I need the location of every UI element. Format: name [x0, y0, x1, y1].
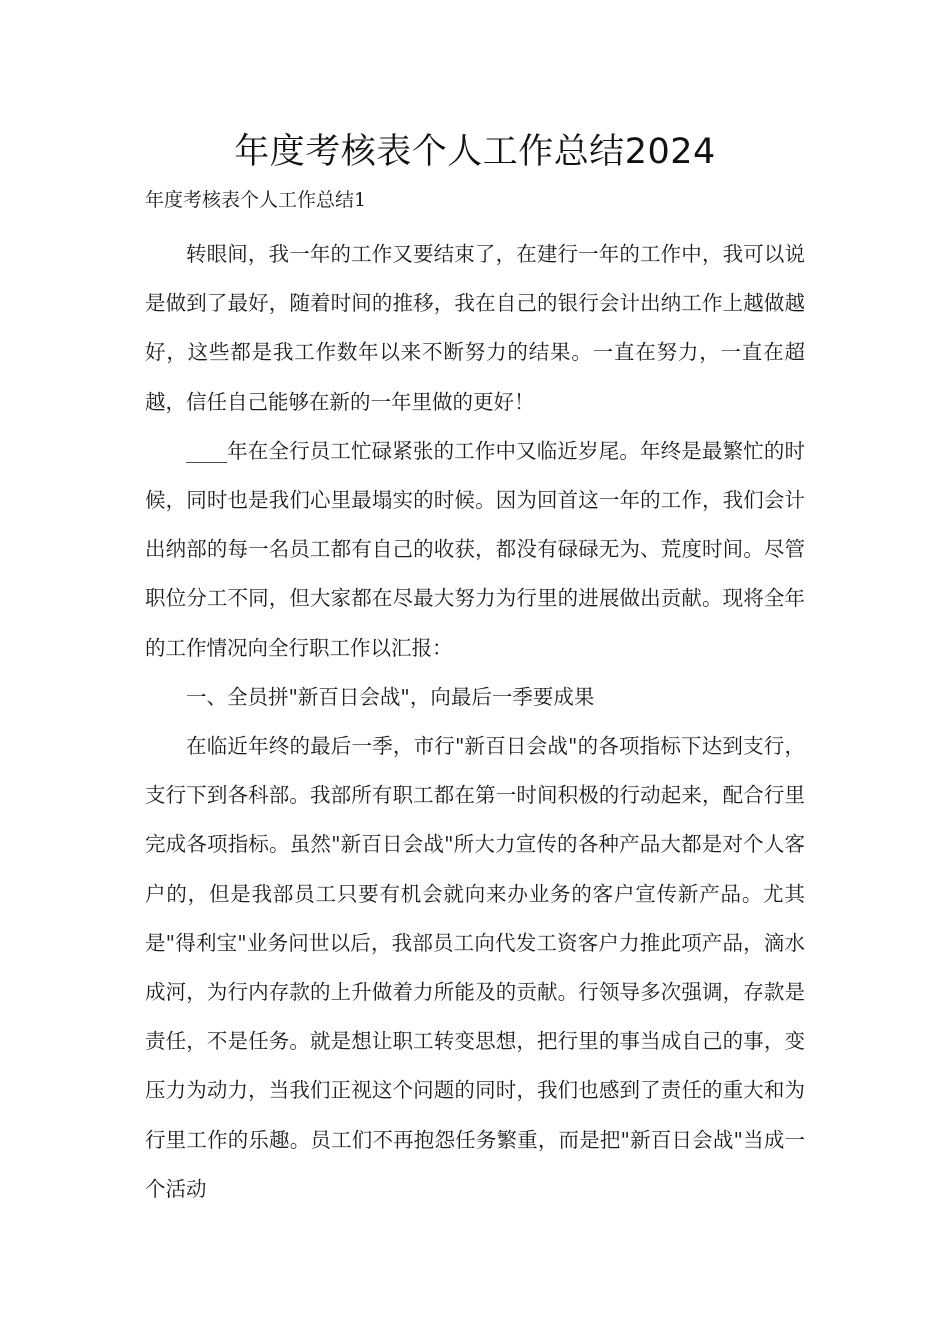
paragraph-year-summary: ____年在全行员工忙碌紧张的工作中又临近岁尾。年终是最繁忙的时候，同时也是我们心里最塌实的时候。因为回首这一年的工作，我们会计出纳部的每一名员工都有自己的收获，都没有碌碌无为、荒度时间。尽管职位分工不同，但大家都在尽最大努力为行里的进展做出贡献。现将全年的工作情况向全行职工作以汇报： [145, 438, 805, 660]
document-title: 年度考核表个人工作总结2024 [234, 132, 716, 172]
document-body [145, 230, 805, 1214]
document-subtitle: 年度考核表个人工作总结1 [145, 189, 367, 211]
section-heading-1: 一、全员拼"新百日会战"，向最后一季要成果 [186, 684, 595, 709]
paragraph-intro: 转眼间，我一年的工作又要结束了，在建行一年的工作中，我可以说是做到了最好，随着时间的推移，我在自己的银行会计出纳工作上越做越好，这些都是我工作数年以来不断努力的结果。一直在努力，一直在超越，信任自己能够在新的一年里做的更好！ [145, 242, 805, 414]
paragraph-campaign: 在临近年终的最后一季，市行"新百日会战"的各项指标下达到支行，支行下到各科部。我部所有职工都在第一时间积极的行动起来，配合行里完成各项指标。虽然"新百日会战"所大力宣传的各种产品大都是对个人客户的，但是我部员工只要有机会就向来办业务的客户宣传新产品。尤其是"得利宝"业务问世以后，我部员工向代发工资客户力推此项产品，滴水成河，为行内存款的上升做着力所能及的贡献。行领导多次强调，存款是责任，不是任务。就是想让职工转变思想，把行里的事当成自己的事，变压力为动力，当我们正视这个问题的同时，我们也感到了责任的重大和为行里工作的乐趣。员工们不再抱怨任务繁重，而是把"新百日会战"当成一个活动 [145, 734, 805, 1201]
